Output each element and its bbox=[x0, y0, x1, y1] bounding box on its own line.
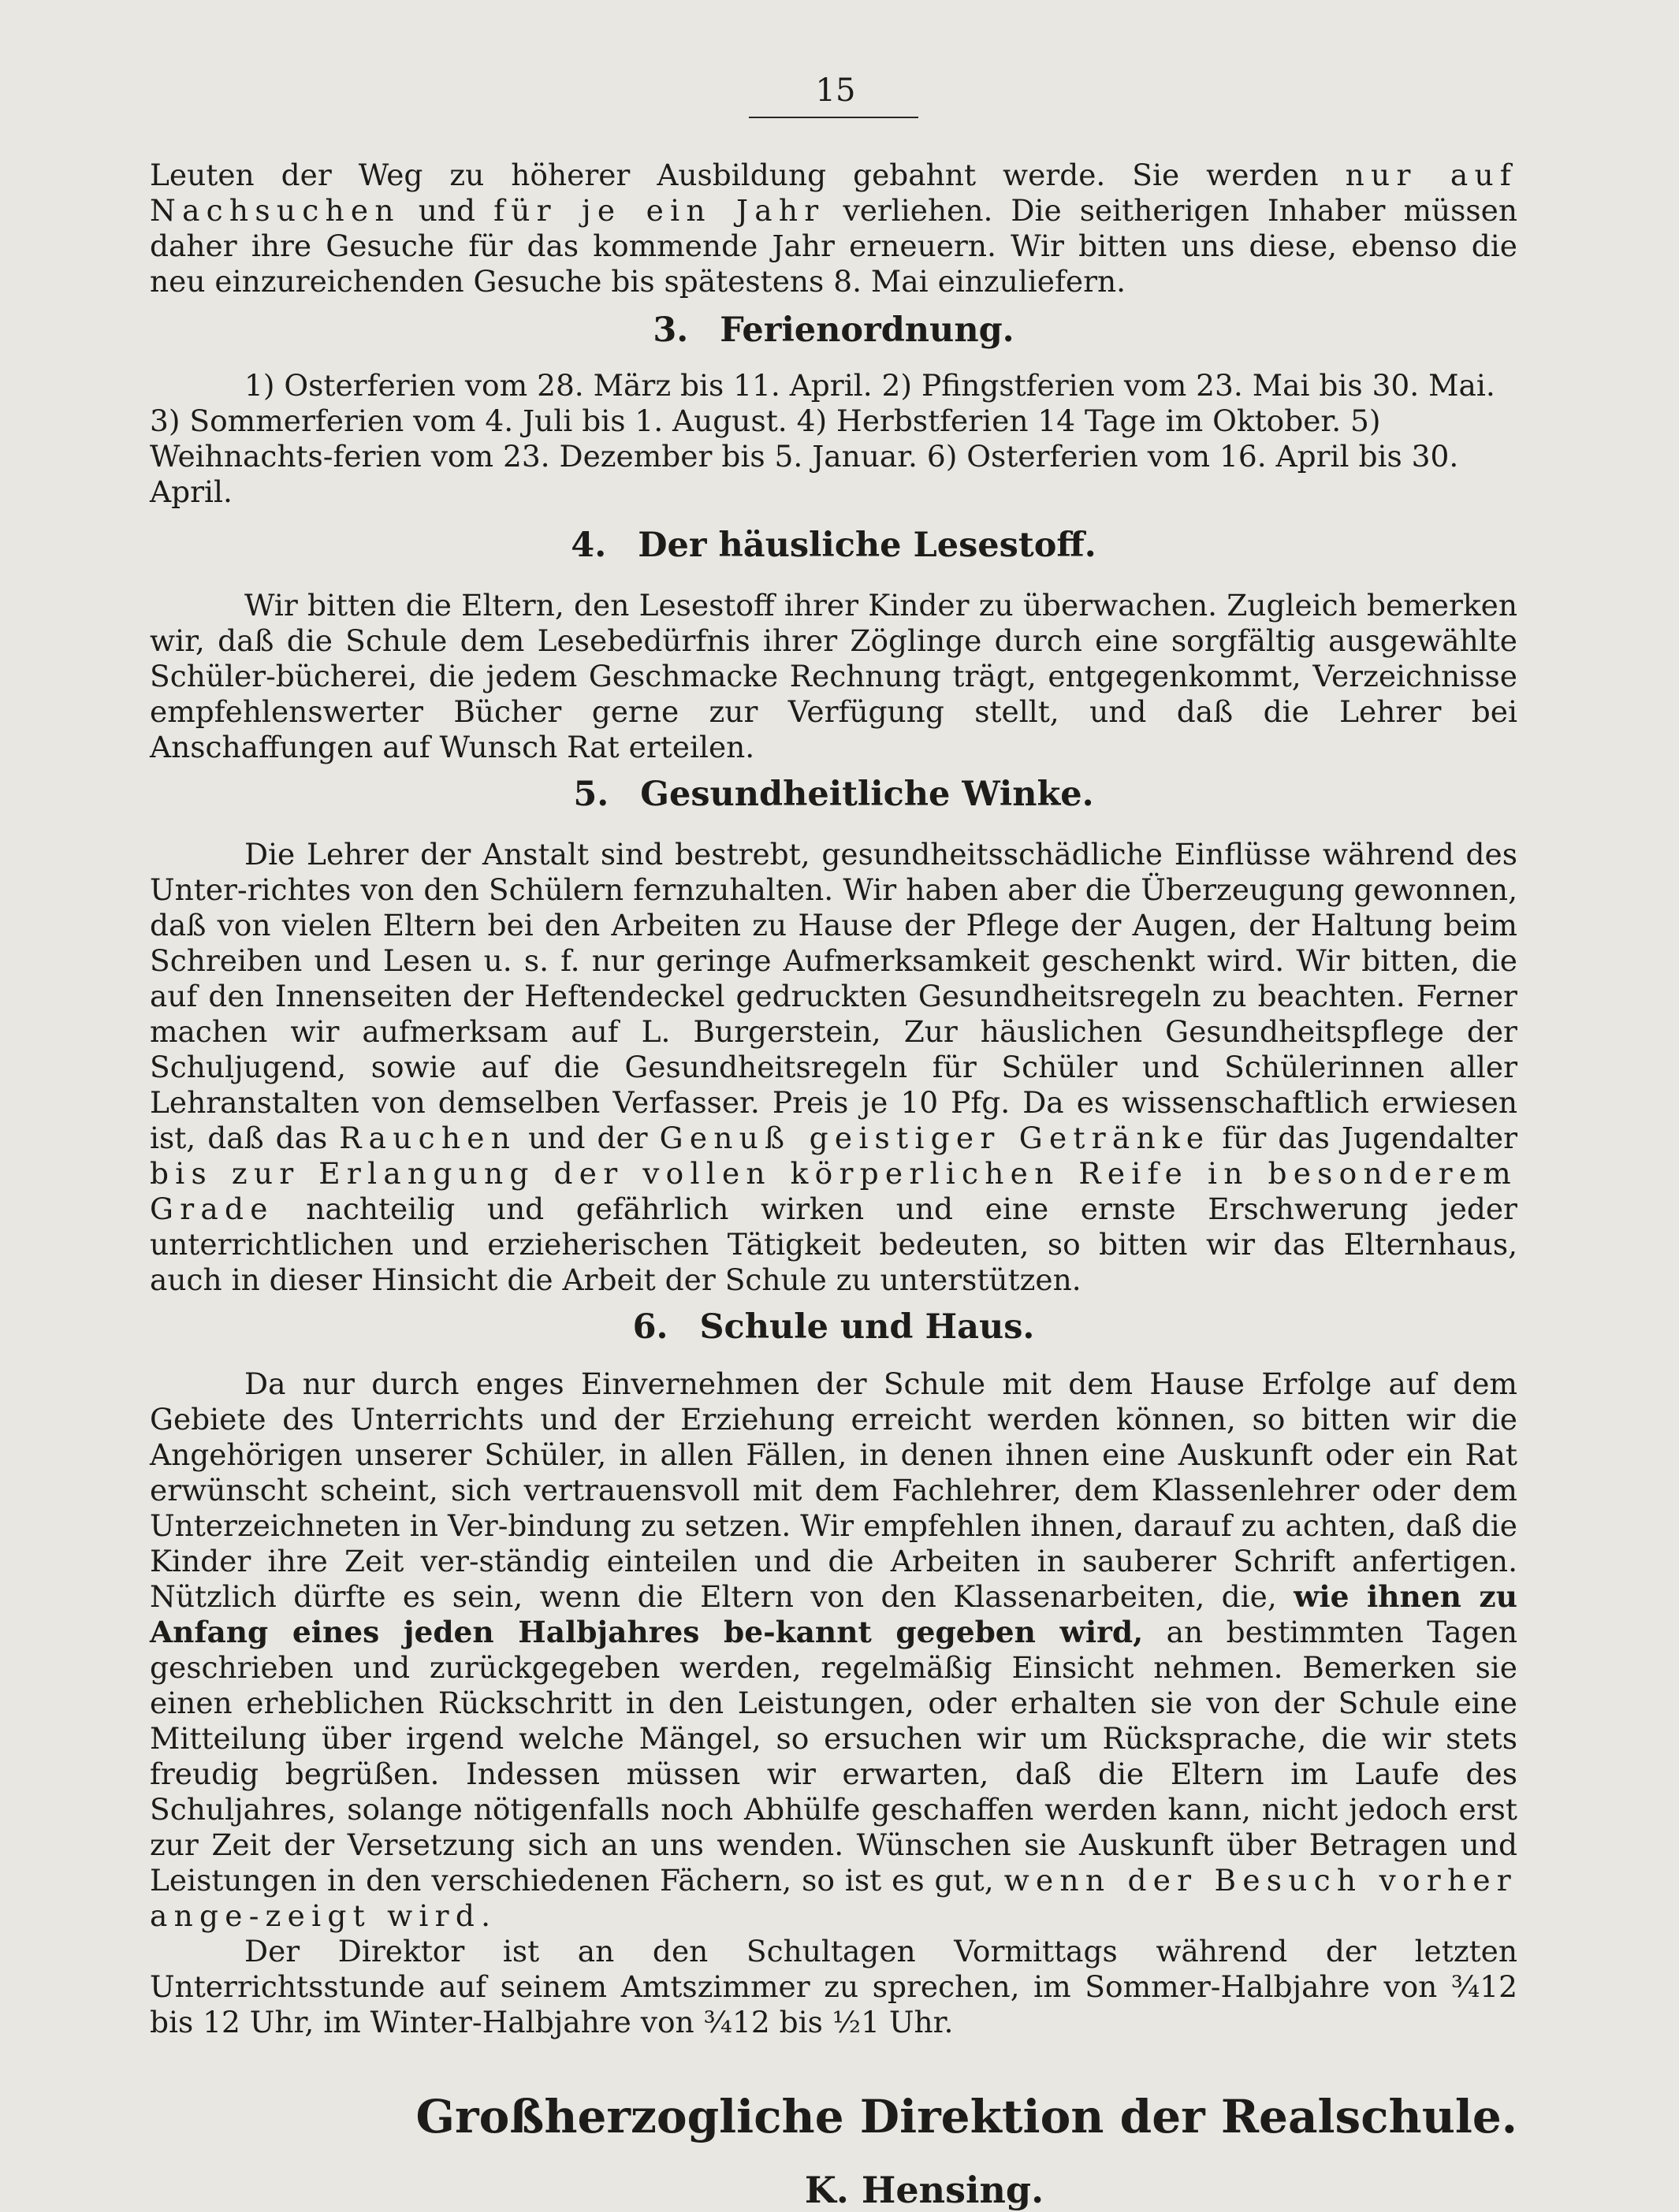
section-6-bold-text: wie ihnen zu Anfang eines jeden Halbjahres be-kannt gegeben wird, bbox=[150, 1579, 1517, 1649]
section-5-text-b: und der bbox=[516, 1121, 660, 1155]
page-number-rule bbox=[749, 117, 918, 118]
section-5-text-c: für das Jugendalter bbox=[1210, 1121, 1517, 1155]
intro-text-b: und bbox=[400, 193, 494, 228]
section-5-spaced-1: Rauchen bbox=[339, 1121, 517, 1155]
signature-name: K. Hensing. bbox=[804, 2169, 1044, 2211]
section-6-text-a: Da nur durch enges Einvernehmen der Schule mit dem Hause Erfolge auf dem Gebiete des Unterrichts und der Erziehung erreicht werden können, so bitten wir die Angehörigen unserer Schüler, in allen Fällen, in denen ihnen eine Auskunft oder ein Rat erwünscht scheint, sich vertrauensvoll mit dem Fachlehrer, dem Klassenlehrer oder dem Unterzeichneten in Ver-bindung zu setzen. Wir empfehlen ihnen, darauf zu achten, daß die Kinder ihre Zeit ver-ständig einteilen und die Arbeiten in sauberer Schrift anfertigen. Nützlich dürfte es sein, wenn die Eltern von den Klassenarbeiten, die, bbox=[150, 1366, 1517, 1614]
section-6-spaced-text: wenn der Besuch vorher ange-zeigt wird. bbox=[150, 1863, 1517, 1933]
section-5-spaced-2: Genuß geistiger Getränke bbox=[659, 1121, 1211, 1155]
section-6-heading bbox=[150, 1306, 1517, 1349]
section-5-text bbox=[150, 837, 1517, 1298]
intro-spaced-text-2: für je ein Jahr bbox=[493, 193, 825, 228]
section-5-text-d: nachteilig und gefährlich wirken und eine ernste Erschwerung jeder unterrichtlichen und erzieherischen Tätigkeit bedeuten, so bitten wir das Elternhaus, auch in dieser Hinsicht die Arbeit der Schule zu unterstützen. bbox=[150, 1192, 1517, 1297]
intro-text-a: Leuten der Weg zu höherer Ausbildung gebahnt werde. Sie werden bbox=[150, 158, 1346, 192]
signature-institution: Großherzogliche Direktion der Realschule. bbox=[415, 2090, 1517, 2143]
section-3-number: 3. bbox=[653, 310, 689, 350]
section-6-paragraph-1 bbox=[150, 1366, 1517, 1934]
section-5-spaced-3: bis zur Erlangung der vollen körperlichen Reife in besonderem Grade bbox=[150, 1156, 1517, 1226]
section-3-text: 1) Osterferien vom 28. März bis 11. April. 2) Pfingstferien vom 23. Mai bis 30. Mai. 3) Sommerferien vom 4. Juli bis 1. August. 4) Herbstferien 14 Tage im Oktober. 5) Weihnachts-ferien vom 23. Dezember bis 5. Januar. 6) Osterferien vom 16. April bis 30. April. bbox=[150, 368, 1495, 509]
section-5-text-a: Die Lehrer der Anstalt sind bestrebt, gesundheitsschädliche Einflüsse während des Unter-richtes von den Schülern fernzuhalten. Wir haben aber die Überzeugung gewonnen, daß von vielen Eltern bei den Arbeiten zu Hause der Pflege der Augen, der Haltung beim Schreiben und Lesen u. s. f. nur geringe Aufmerksamkeit geschenkt wird. Wir bitten, die auf den Innenseiten der Heftendeckel gedruckten Gesundheitsregeln zu beachten. Ferner machen wir aufmerksam auf L. Burgerstein, Zur häuslichen Gesundheitspflege der Schuljugend, sowie auf die Gesundheitsregeln für Schüler und Schülerinnen aller Lehranstalten von demselben Verfasser. Preis je 10 Pfg. Da es wissenschaftlich erwiesen ist, daß das bbox=[150, 837, 1517, 1155]
section-4-text: Wir bitten die Eltern, den Lesestoff ihrer Kinder zu überwachen. Zugleich bemerken wir, daß die Schule dem Lesebedürfnis ihrer Zöglinge durch eine sorgfältig ausgewählte Schüler-bücherei, die jedem Geschmacke Rechnung trägt, entgegenkommt, Verzeichnisse empfehlenswerter Bücher gerne zur Verfügung stellt, und daß die Lehrer bei Anschaffungen auf Wunsch Rat erteilen. bbox=[150, 588, 1517, 764]
intro-spaced-text-1: nur auf Nachsuchen bbox=[150, 158, 1517, 228]
intro-text-c: verliehen. Die seitherigen Inhaber müssen daher ihre Gesuche für das kommende Jahr erneuern. Wir bitten uns diese, ebenso die neu einzureichenden Gesuche bis spätestens 8. Mai einzuliefern. bbox=[150, 193, 1517, 299]
page-number: 15 bbox=[815, 72, 856, 109]
section-3-title: Ferienordnung. bbox=[720, 310, 1014, 350]
section-6-paragraph-2: Der Direktor ist an den Schultagen Vormittags während der letzten Unterrichtsstunde auf seinem Amtszimmer zu sprechen, im Sommer-Halbjahre von ¾12 bis 12 Uhr, im Winter-Halbjahre von ¾12 bis ½1 Uhr. bbox=[150, 1934, 1517, 2039]
section-4-title: Der häusliche Lesestoff. bbox=[638, 526, 1096, 565]
section-6-title: Schule und Haus. bbox=[699, 1307, 1035, 1347]
intro-paragraph bbox=[150, 158, 1517, 299]
section-5-number: 5. bbox=[573, 775, 609, 814]
section-6-number: 6. bbox=[632, 1307, 668, 1347]
section-3-heading bbox=[150, 309, 1517, 352]
section-6-text-b: an bestimmten Tagen geschrieben und zurückgegeben werden, regelmäßig Einsicht nehmen. Bemerken sie einen erheblichen Rückschritt in den Leistungen, oder erhalten sie von der Schule eine Mitteilung über irgend welche Mängel, so ersuchen wir um Rücksprache, die wir stets freudig begrüßen. Indessen müssen wir erwarten, daß die Eltern im Laufe des Schuljahres, solange nötigenfalls noch Abhülfe geschaffen werden kann, nicht jedoch erst zur Zeit der Versetzung sich an uns wenden. Wünschen sie Auskunft über Betragen und Leistungen in den verschiedenen Fächern, so ist es gut, bbox=[150, 1615, 1517, 1898]
page-content bbox=[150, 158, 1517, 2212]
section-4-heading bbox=[150, 524, 1517, 567]
section-5-heading bbox=[150, 773, 1517, 816]
section-4-number: 4. bbox=[571, 526, 607, 565]
section-5-title: Gesundheitliche Winke. bbox=[640, 775, 1094, 814]
